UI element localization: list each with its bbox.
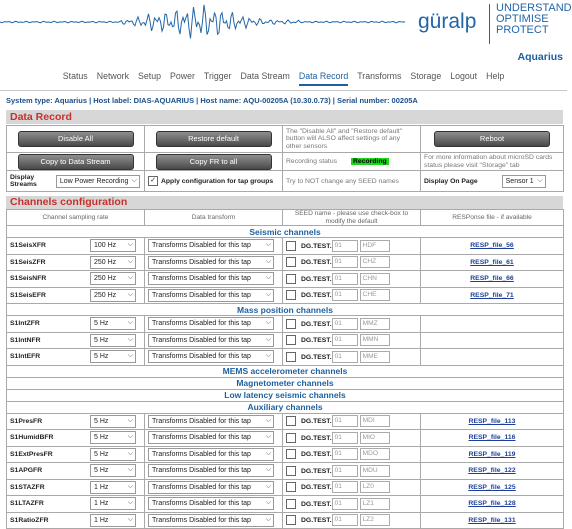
seed-prefix: DG.TEST. [301, 320, 332, 328]
seed-cell [283, 332, 421, 349]
seed-cell [283, 479, 421, 496]
channel-name: S1IntZFR [10, 320, 40, 328]
channel-name: S1HumidBFR [10, 434, 54, 442]
seed-edit-checkbox[interactable] [286, 466, 296, 476]
reboot-button[interactable]: Reboot [434, 131, 550, 147]
brand-tagline [496, 3, 572, 36]
seed-edit-checkbox[interactable] [286, 433, 296, 443]
seed-location-input[interactable]: 01 [332, 273, 358, 285]
table-row [7, 349, 564, 366]
sampling-rate-select[interactable]: 5 Hz ⌵ [90, 350, 136, 363]
channel-group-row [7, 226, 564, 238]
nav-tab-trigger[interactable]: Trigger [203, 71, 232, 81]
channel-group-row [7, 401, 564, 413]
table-row [7, 287, 564, 304]
channel-name: S1STAZFR [10, 483, 45, 491]
channel-group-title: Mass position channels [7, 304, 564, 316]
transform-cell [145, 332, 283, 349]
resp-file-link[interactable]: RESP_file_122 [468, 467, 516, 475]
channel-rate-cell [7, 332, 145, 349]
sampling-rate-select[interactable]: 5 Hz ⌵ [90, 431, 136, 444]
header-sampling-rate: Channel sampling rate [7, 210, 145, 226]
seed-channel-input[interactable]: MDO [360, 448, 390, 460]
disable-note: The "Disable All" and "Restore default" button will ALSO affect settings of any other sensors [283, 126, 421, 153]
seed-location-input[interactable]: 01 [332, 448, 358, 460]
transform-cell [145, 254, 283, 271]
channel-group-row [7, 389, 564, 401]
table-row [7, 254, 564, 271]
table-row [7, 463, 564, 480]
seed-location-input[interactable]: 01 [332, 415, 358, 427]
channel-name: S1SeisZFR [10, 258, 46, 266]
seed-channel-input[interactable]: MIO [360, 432, 390, 444]
transform-cell [145, 512, 283, 529]
resp-file-link[interactable]: RESP_file_116 [468, 434, 516, 442]
resp-cell [421, 349, 564, 366]
seed-edit-checkbox[interactable] [286, 499, 296, 509]
transform-select[interactable]: Transforms Disabled for this tap ⌵ [148, 497, 274, 510]
channel-name: S1RatioZFR [10, 516, 49, 524]
resp-cell [421, 238, 564, 255]
copy-to-data-stream-button[interactable]: Copy to Data Stream [18, 154, 134, 170]
channel-group-title: MEMS accelerometer channels [7, 365, 564, 377]
transform-select[interactable]: Transforms Disabled for this tap ⌵ [148, 481, 274, 494]
header-data-transform: Data transform [145, 210, 283, 226]
channel-name: S1IntNFR [10, 336, 41, 344]
nav-tab-data-stream[interactable]: Data Stream [240, 71, 290, 81]
resp-file-link[interactable]: RESP_file_113 [468, 417, 516, 425]
apply-tap-label: Apply configuration for tap groups [161, 177, 274, 185]
sampling-rate-select[interactable]: 5 Hz ⌵ [90, 334, 136, 347]
seed-edit-checkbox[interactable] [286, 352, 296, 362]
seed-channel-input[interactable]: MMZ [360, 318, 390, 330]
sampling-rate-select[interactable]: 100 Hz ⌵ [90, 239, 136, 252]
sampling-rate-select[interactable]: 250 Hz ⌵ [90, 289, 136, 302]
brand-logo: güralp [418, 10, 477, 33]
channel-name: S1PresFR [10, 417, 43, 425]
logo-divider [489, 4, 490, 44]
transform-select[interactable]: Transforms Disabled for this tap ⌵ [148, 317, 274, 330]
table-row [7, 446, 564, 463]
header [0, 0, 572, 48]
channel-name: S1SeisXFR [10, 242, 46, 250]
transform-cell [145, 479, 283, 496]
channel-name: S1IntEFR [10, 353, 41, 361]
transform-select[interactable]: Transforms Disabled for this tap ⌵ [148, 514, 274, 527]
transform-select[interactable]: Transforms Disabled for this tap ⌵ [148, 350, 274, 363]
seed-channel-input[interactable]: MME [360, 351, 390, 363]
channel-rate-cell [7, 316, 145, 333]
nav-divider [0, 90, 567, 91]
table-row [7, 332, 564, 349]
sd-card-note: For more information about microSD cards status please visit "Storage" tab [421, 153, 564, 171]
seed-location-input[interactable]: 01 [332, 240, 358, 252]
channels-table [6, 209, 564, 529]
channel-group-title: Seismic channels [7, 226, 564, 238]
seed-edit-checkbox[interactable] [286, 241, 296, 251]
transform-cell [145, 349, 283, 366]
resp-file-link[interactable]: RESP_file_128 [468, 500, 516, 508]
channel-group-title: Auxiliary channels [7, 401, 564, 413]
transform-cell [145, 430, 283, 447]
resp-cell [421, 332, 564, 349]
seed-cell [283, 349, 421, 366]
channel-name: S1SeisEFR [10, 291, 46, 299]
transform-select[interactable]: Transforms Disabled for this tap ⌵ [148, 272, 274, 285]
seed-edit-checkbox[interactable] [286, 482, 296, 492]
seed-cell [283, 496, 421, 513]
resp-cell [421, 254, 564, 271]
channel-rate-cell [7, 496, 145, 513]
seed-location-input[interactable]: 01 [332, 256, 358, 268]
seed-cell [283, 316, 421, 333]
transform-select[interactable]: Transforms Disabled for this tap ⌵ [148, 289, 274, 302]
display-streams-select[interactable]: Low Power Recording ⌵ [56, 175, 140, 188]
seed-prefix: DG.TEST. [301, 275, 332, 283]
seed-channel-input[interactable]: MMN [360, 334, 390, 346]
channel-rate-cell [7, 254, 145, 271]
seed-cell [283, 238, 421, 255]
table-row [7, 479, 564, 496]
sampling-rate-select[interactable]: 5 Hz ⌵ [90, 415, 136, 428]
seed-prefix: DG.TEST. [301, 500, 332, 508]
resp-cell [421, 413, 564, 430]
seed-channel-input[interactable]: LZ2 [360, 514, 390, 526]
channel-group-row [7, 365, 564, 377]
data-record-controls [6, 125, 564, 192]
seed-cell [283, 430, 421, 447]
table-row [7, 496, 564, 513]
channel-rate-cell [7, 287, 145, 304]
seismic-wave-logo [0, 2, 405, 42]
resp-file-link[interactable]: RESP_file_71 [470, 291, 514, 299]
resp-cell [421, 463, 564, 480]
resp-cell [421, 479, 564, 496]
resp-file-link[interactable]: RESP_file_56 [470, 242, 514, 250]
seed-prefix: DG.TEST. [301, 259, 332, 267]
channel-rate-cell [7, 349, 145, 366]
sampling-rate-select[interactable]: 5 Hz ⌵ [90, 464, 136, 477]
nav-tab-transforms[interactable]: Transforms [357, 71, 402, 81]
channel-rate-cell [7, 430, 145, 447]
channel-rate-cell [7, 413, 145, 430]
channel-rate-cell [7, 479, 145, 496]
resp-cell [421, 512, 564, 529]
channel-name: S1ExtPresFR [10, 450, 53, 458]
resp-cell [421, 287, 564, 304]
recording-status-badge: Recording [353, 158, 387, 165]
table-row [7, 271, 564, 288]
seed-edit-checkbox[interactable] [286, 290, 296, 300]
seed-channel-input[interactable]: HDF [360, 240, 390, 252]
seed-prefix: DG.TEST. [301, 353, 332, 361]
channel-rate-cell [7, 463, 145, 480]
table-row [7, 316, 564, 333]
transform-select[interactable]: Transforms Disabled for this tap ⌵ [148, 415, 274, 428]
sampling-rate-select[interactable]: 5 Hz ⌵ [90, 317, 136, 330]
seed-location-input[interactable]: 01 [332, 498, 358, 510]
seed-location-input[interactable]: 01 [332, 351, 358, 363]
channel-rate-cell [7, 271, 145, 288]
transform-select[interactable]: Transforms Disabled for this tap ⌵ [148, 334, 274, 347]
resp-cell [421, 446, 564, 463]
channel-name: S1SeisNFR [10, 275, 47, 283]
seed-edit-checkbox[interactable] [286, 335, 296, 345]
seed-channel-input[interactable]: CHE [360, 289, 390, 301]
sampling-rate-select[interactable]: 250 Hz ⌵ [90, 272, 136, 285]
resp-file-link[interactable]: RESP_file_125 [468, 483, 516, 491]
nav-tab-logout[interactable]: Logout [450, 71, 478, 81]
seed-cell [283, 512, 421, 529]
seed-channel-input[interactable]: CHN [360, 273, 390, 285]
seed-cell [283, 463, 421, 480]
seed-location-input[interactable]: 01 [332, 318, 358, 330]
sampling-rate-select[interactable]: 1 Hz ⌵ [90, 514, 136, 527]
seed-prefix: DG.TEST. [301, 467, 332, 475]
resp-cell [421, 316, 564, 333]
resp-cell [421, 271, 564, 288]
seed-location-input[interactable]: 01 [332, 481, 358, 493]
nav-tab-data-record[interactable]: Data Record [299, 71, 348, 86]
data-record-title: Data Record [6, 110, 563, 124]
seed-channel-input[interactable]: MDU [360, 465, 390, 477]
sampling-rate-select[interactable]: 1 Hz ⌵ [90, 481, 136, 494]
channel-rate-cell [7, 446, 145, 463]
seed-location-input[interactable]: 01 [332, 432, 358, 444]
main-nav [0, 71, 567, 87]
channel-group-row [7, 304, 564, 316]
table-row [7, 430, 564, 447]
disable-all-button[interactable]: Disable All [18, 131, 134, 147]
apply-tap-checkbox[interactable]: ✓ [148, 176, 158, 186]
seed-prefix: DG.TEST. [301, 484, 332, 492]
seed-location-input[interactable]: 01 [332, 334, 358, 346]
transform-cell [145, 271, 283, 288]
display-page-label: Display On Page [424, 177, 478, 185]
resp-cell [421, 496, 564, 513]
seed-edit-checkbox[interactable] [286, 449, 296, 459]
copy-fr-to-all-button[interactable]: Copy FR to all [156, 154, 272, 170]
seed-prefix: DG.TEST. [301, 517, 332, 525]
resp-file-link[interactable]: RESP_file_66 [470, 275, 514, 283]
channel-rate-cell [7, 238, 145, 255]
resp-file-link[interactable]: RESP_file_61 [470, 258, 514, 266]
transform-cell [145, 463, 283, 480]
seed-location-input[interactable]: 01 [332, 289, 358, 301]
seed-prefix: DG.TEST. [301, 242, 332, 250]
transform-select[interactable]: Transforms Disabled for this tap ⌵ [148, 431, 274, 444]
seed-cell [283, 413, 421, 430]
sampling-rate-select[interactable]: 250 Hz ⌵ [90, 256, 136, 269]
seed-channel-input[interactable]: LZ1 [360, 498, 390, 510]
seed-prefix: DG.TEST. [301, 451, 332, 459]
table-row [7, 512, 564, 529]
table-row [7, 238, 564, 255]
restore-default-button[interactable]: Restore default [156, 131, 272, 147]
seed-edit-checkbox[interactable] [286, 416, 296, 426]
nav-tab-setup[interactable]: Setup [137, 71, 161, 81]
seed-channel-input[interactable]: CHZ [360, 256, 390, 268]
recording-status-label: Recording status [286, 158, 338, 165]
sampling-rate-select[interactable]: 5 Hz ⌵ [90, 448, 136, 461]
resp-file-link[interactable]: RESP_file_119 [468, 450, 516, 458]
transform-select[interactable]: Transforms Disabled for this tap ⌵ [148, 256, 274, 269]
seed-prefix: DG.TEST. [301, 418, 332, 426]
channel-rate-cell [7, 512, 145, 529]
system-info: System type: Aquarius | Host label: DIAS-AQUARIUS | Host name: AQU-00205A (10.30.0.73) | Serial number: 00205A [6, 96, 418, 105]
seed-edit-checkbox[interactable] [286, 257, 296, 267]
display-page-select[interactable]: Sensor 1 ⌵ [502, 175, 546, 188]
display-streams-label: Display Streams [10, 173, 37, 188]
channel-name: S1APGFR [10, 467, 43, 475]
header-seed-name: SEED name - please use check-box to modify the default [283, 210, 421, 226]
nav-tab-help[interactable]: Help [486, 71, 505, 81]
seed-channel-input[interactable]: LZ0 [360, 481, 390, 493]
tagline-line-1: UNDERSTAND [496, 2, 572, 14]
resp-file-link[interactable]: RESP_file_131 [468, 516, 516, 524]
seed-edit-checkbox[interactable] [286, 515, 296, 525]
channel-group-title: Low latency seismic channels [7, 389, 564, 401]
transform-select[interactable]: Transforms Disabled for this tap ⌵ [148, 448, 274, 461]
channels-config-title: Channels configuration [6, 196, 563, 209]
nav-tab-storage[interactable]: Storage [410, 71, 442, 81]
seed-prefix: DG.TEST. [301, 434, 332, 442]
seed-warning: Try to NOT change any SEED names [283, 171, 421, 192]
channel-group-title: Magnetometer channels [7, 377, 564, 389]
resp-cell [421, 430, 564, 447]
seed-cell [283, 271, 421, 288]
transform-cell [145, 238, 283, 255]
transform-cell [145, 446, 283, 463]
nav-tab-status[interactable]: Status [62, 71, 88, 81]
transform-cell [145, 413, 283, 430]
channel-group-row [7, 377, 564, 389]
tagline-line-2: OPTIMISE [496, 13, 549, 25]
seed-cell [283, 446, 421, 463]
transform-cell [145, 496, 283, 513]
seed-edit-checkbox[interactable] [286, 274, 296, 284]
table-row [7, 413, 564, 430]
seed-prefix: DG.TEST. [301, 337, 332, 345]
seed-edit-checkbox[interactable] [286, 319, 296, 329]
transform-select[interactable]: Transforms Disabled for this tap ⌵ [148, 239, 274, 252]
device-name: Aquarius [517, 51, 563, 63]
seed-location-input[interactable]: 01 [332, 514, 358, 526]
seed-cell [283, 287, 421, 304]
seed-channel-input[interactable]: MDI [360, 415, 390, 427]
nav-tab-network[interactable]: Network [96, 71, 129, 81]
seed-location-input[interactable]: 01 [332, 465, 358, 477]
channel-name: S1LTAZFR [10, 500, 44, 508]
transform-select[interactable]: Transforms Disabled for this tap ⌵ [148, 464, 274, 477]
header-resp-file: RESPonse file - if available [421, 210, 564, 226]
transform-cell [145, 287, 283, 304]
tagline-line-3: PROTECT [496, 24, 549, 36]
nav-tab-power[interactable]: Power [169, 71, 195, 81]
transform-cell [145, 316, 283, 333]
seed-cell [283, 254, 421, 271]
sampling-rate-select[interactable]: 1 Hz ⌵ [90, 497, 136, 510]
seed-prefix: DG.TEST. [301, 292, 332, 300]
